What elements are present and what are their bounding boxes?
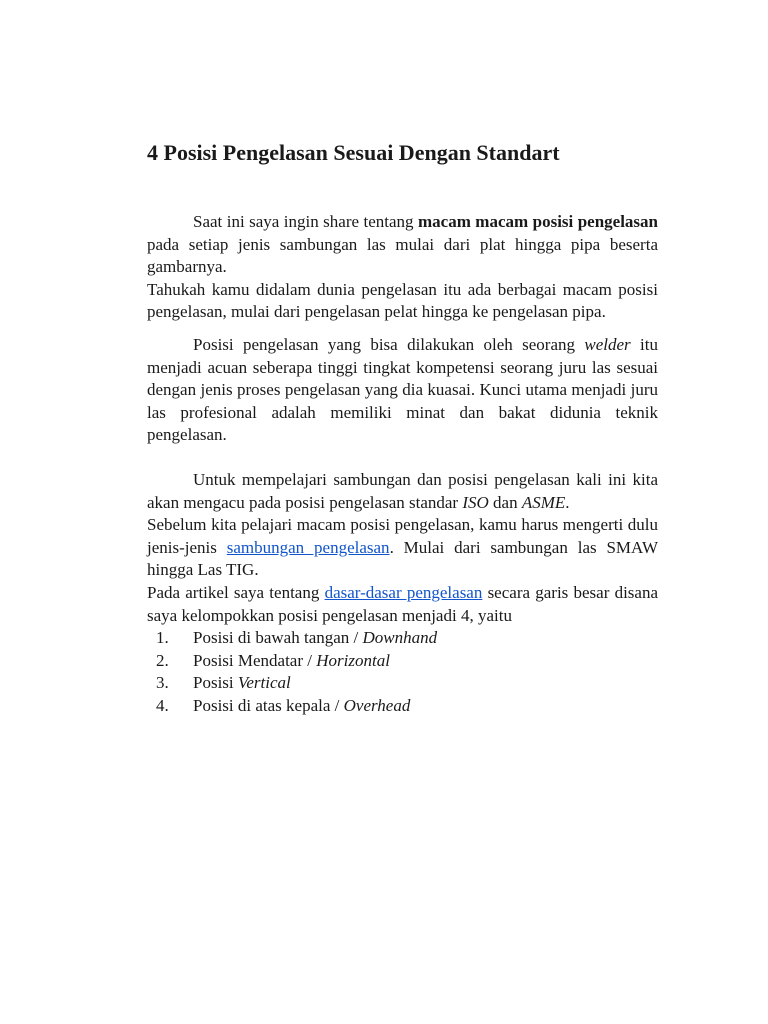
joints-text-end: . Mulai dari sambungan las SMAW hingga Las TIG. [147,537,658,580]
list-item-number: 1. [156,628,169,648]
welder-text-end: itu menjadi acuan seberapa tinggi tingkat kompetensi seorang juru las sesuai dengan jenis proses pengelasan yang dia kuasai. Kunci utama menjadi juru las profesional adalah memiliki minat dan bakat didunia teknik pengelasan. [147,334,658,445]
intro-text-start: Saat ini saya ingin share tentang [193,212,418,231]
list-item-text: Posisi Mendatar / [193,650,317,670]
welder-italic-text: welder [584,334,631,354]
list-item-text: Posisi di bawah tangan / [193,628,363,648]
list-item-number: 3. [156,673,169,693]
sambungan-pengelasan-link[interactable]: sambungan pengelasan [226,537,390,557]
standards-text-start: Untuk mempelajari sambungan dan posisi pengelasan kali ini kita akan mengacu pada posisi pengelasan standar [147,469,658,512]
list-item-number: 2. [156,650,169,670]
paragraph-welder [147,334,658,447]
list-item-italic: Vertical [237,673,291,693]
iso-italic-text: ISO [462,492,489,512]
paragraph-joints [147,514,658,582]
list-item-italic: Horizontal [316,650,390,670]
welder-text-start: Posisi pengelasan yang bisa dilakukan oleh seorang [193,334,585,354]
list-item [147,672,658,695]
list-item-number: 4. [156,695,169,715]
dasar-dasar-pengelasan-link[interactable]: dasar-dasar pengelasan [324,582,483,602]
list-item-text: Posisi [193,673,238,693]
paragraph-spacer [147,447,658,469]
list-item-italic: Overhead [343,695,411,715]
list-item [147,627,658,650]
article-text-start: Pada artikel saya tentang [147,582,325,602]
asme-italic-text: ASME [521,492,566,512]
document-body [147,211,658,717]
paragraph-intro [147,211,658,279]
list-item [147,695,658,718]
paragraph-standards [147,469,658,514]
article-text-end: secara garis besar disana saya kelompokkan posisi pengelasan menjadi 4, yaitu [147,582,659,625]
standards-text-and: dan [488,492,522,512]
list-item [147,650,658,673]
standards-text-end: . [565,492,570,512]
paragraph-question: Tahukah kamu didalam dunia pengelasan itu ada berbagai macam posisi pengelasan, mulai dari pengelasan pelat hingga ke pengelasan pipa. [147,279,658,322]
list-item-text: Posisi di atas kepala / [193,695,344,715]
welding-positions-list [147,627,658,717]
document-title: 4 Posisi Pengelasan Sesuai Dengan Standart [147,140,560,165]
joints-text-start: Sebelum kita pelajari macam posisi pengelasan, kamu harus mengerti dulu jenis-jenis [147,515,658,557]
paragraph-spacer [147,324,658,334]
list-item-italic: Downhand [362,628,438,648]
intro-bold-text: macam macam posisi pengelasan [417,212,658,231]
paragraph-article [147,582,658,627]
intro-text-end: pada setiap jenis sambungan las mulai dari plat hingga pipa beserta gambarnya. [147,234,658,277]
